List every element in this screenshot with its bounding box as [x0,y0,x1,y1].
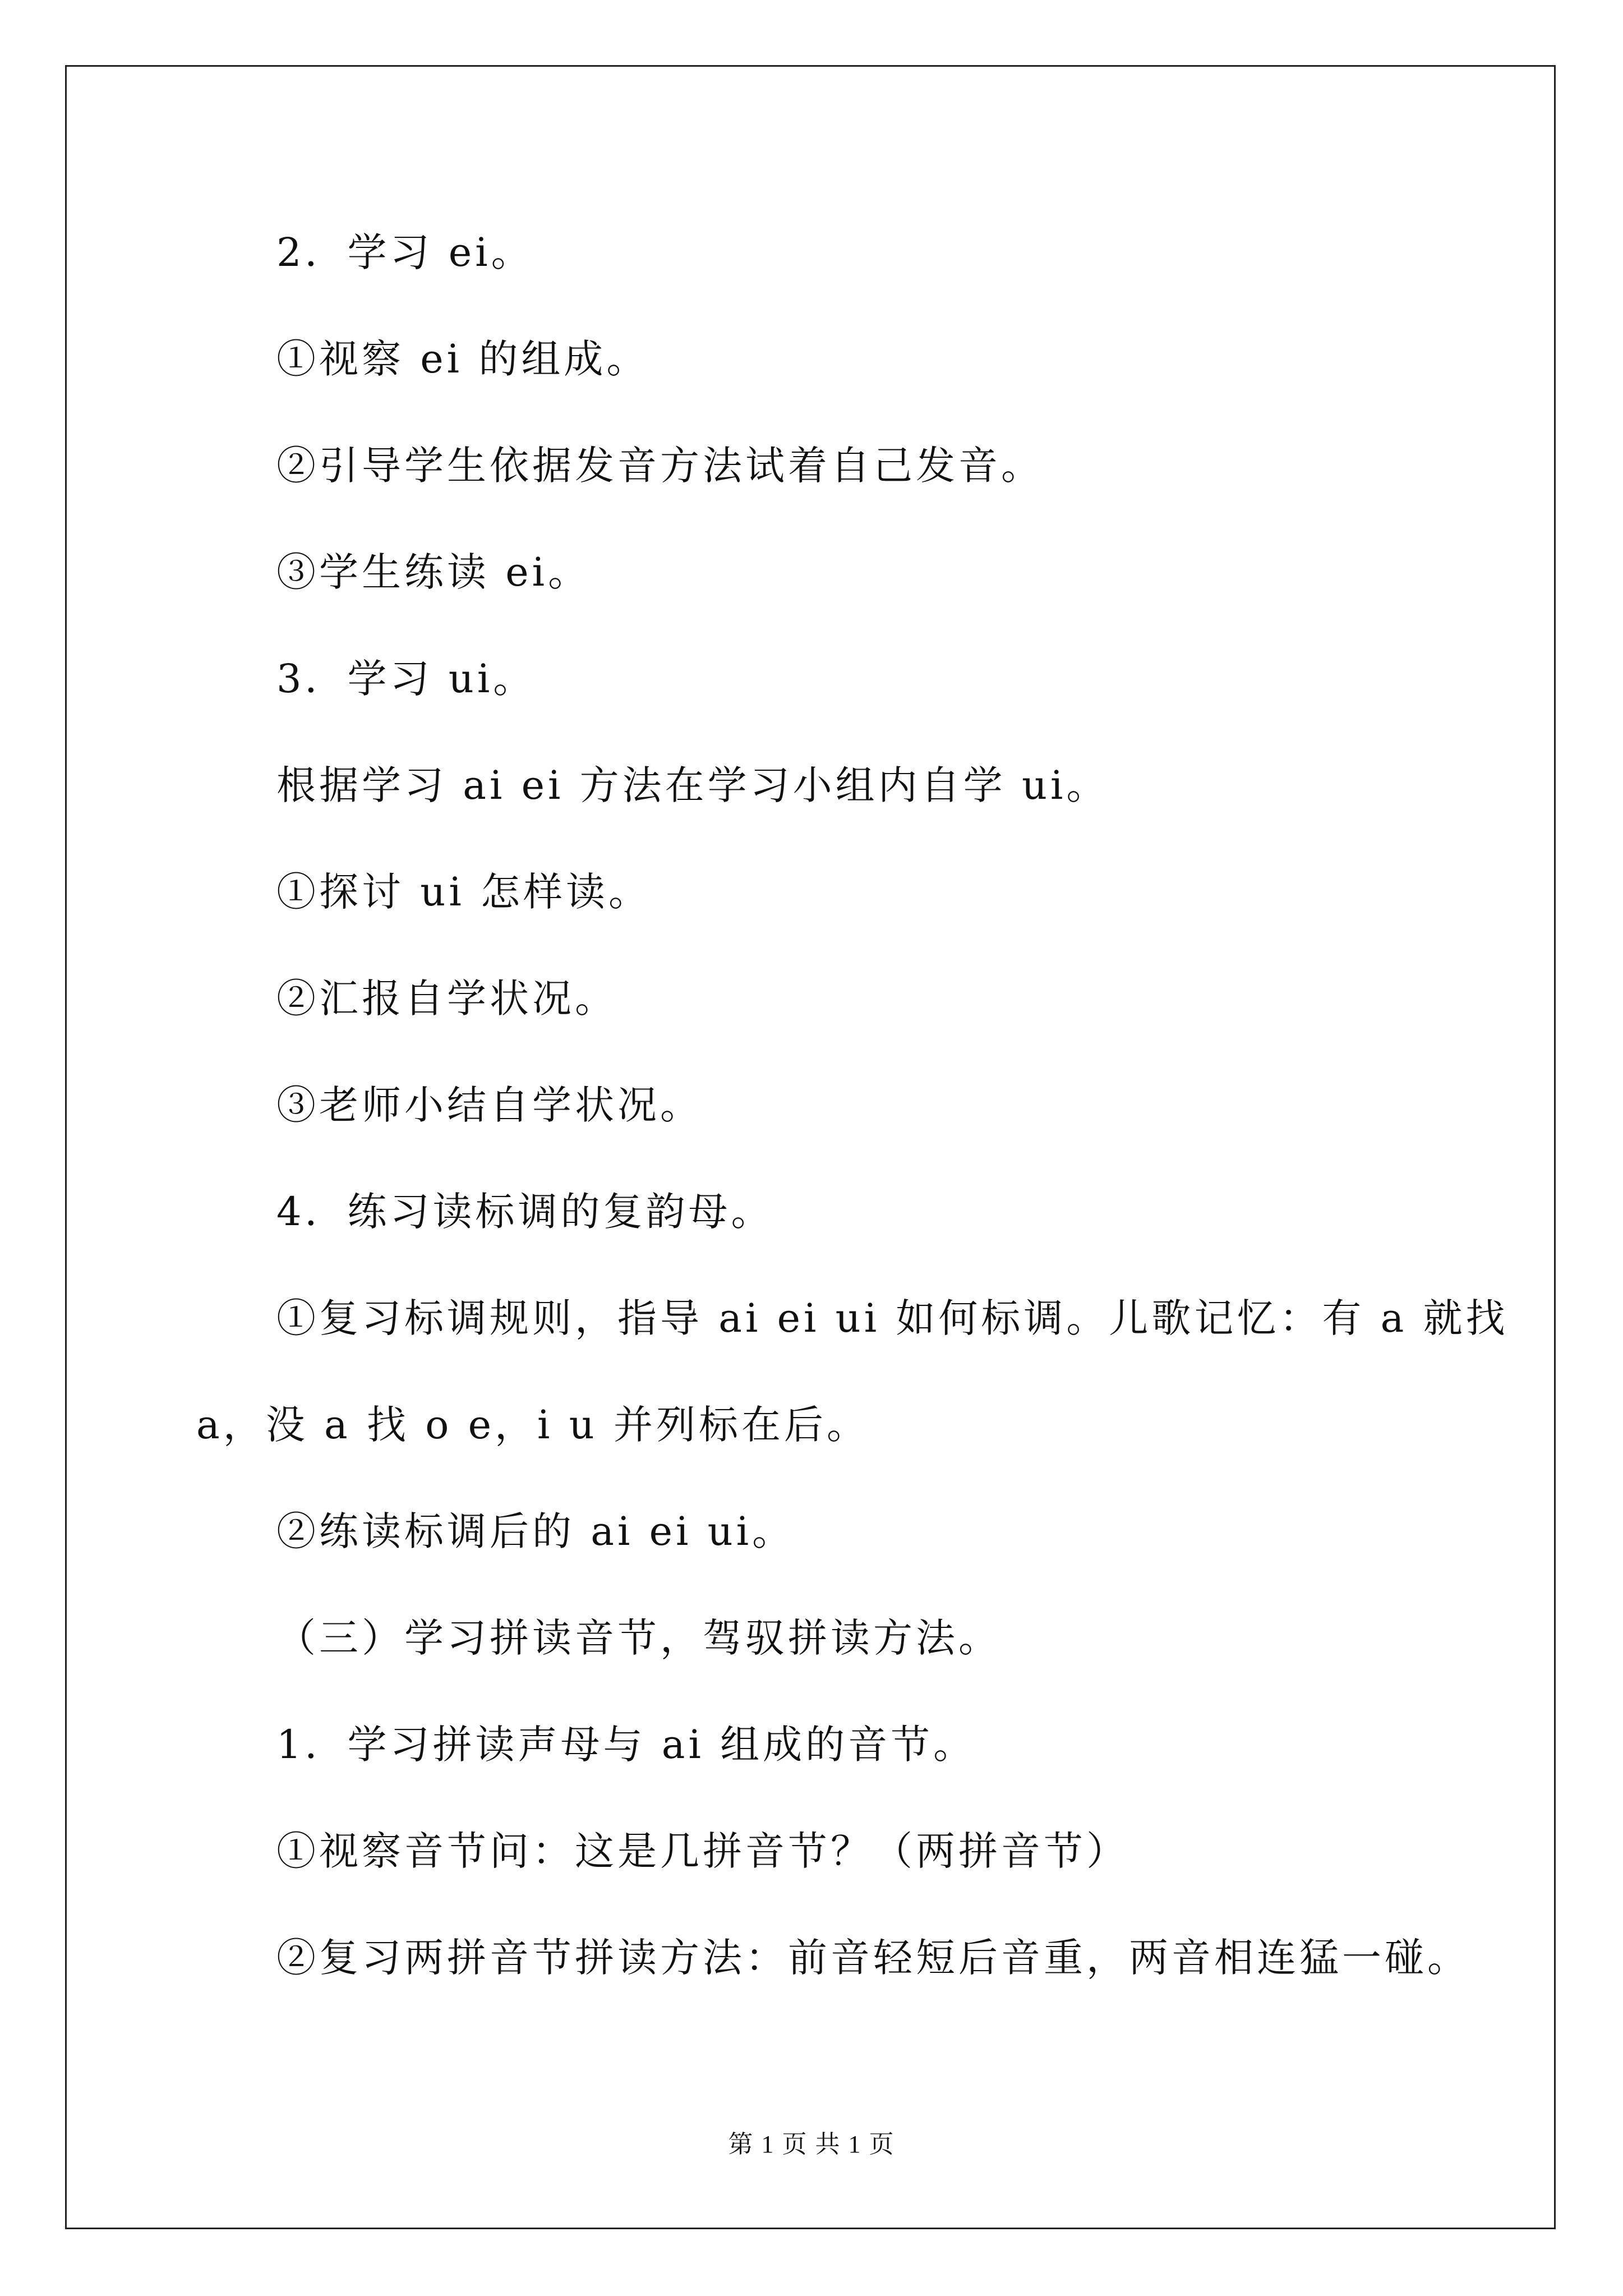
page-footer: 第 1 页 共 1 页 [728,2131,895,2158]
paragraph: 1．学习拼读声母与 ai 组成的音节。 [276,1722,976,1768]
paragraph: 根据学习 ai ei 方法在学习小组内自学 ui。 [276,762,1109,808]
paragraph: ②汇报自学状况。 [276,976,617,1022]
paragraph: 4．练习读标调的复韵母。 [276,1189,774,1235]
paragraph: ①视察 ei 的组成。 [276,336,649,382]
paragraph: 3．学习 ui。 [276,656,536,702]
paragraph: ①探讨 ui 怎样读。 [276,869,651,915]
paragraph: 2．学习 ei。 [276,229,534,275]
paragraph: ②练读标调后的 ai ei ui。 [276,1508,795,1554]
paragraph-continuation: a，没 a 找 o e，i u 并列标在后。 [196,1402,870,1448]
paragraph: ③老师小结自学状况。 [276,1082,703,1128]
paragraph: ①视察音节问：这是几拼音节？（两拼音节） [276,1828,1129,1874]
section-heading: （三）学习拼读音节，驾驭拼读方法。 [276,1615,1001,1661]
paragraph: ②复习两拼音节拼读方法：前音轻短后音重，两音相连猛一碰。 [276,1935,1470,1981]
paragraph: ②引导学生依据发音方法试着自己发音。 [276,443,1044,489]
paragraph: ③学生练读 ei。 [276,549,591,595]
paragraph: ①复习标调规则，指导 ai ei ui 如何标调。儿歌记忆：有 a 就找 [276,1295,1509,1341]
